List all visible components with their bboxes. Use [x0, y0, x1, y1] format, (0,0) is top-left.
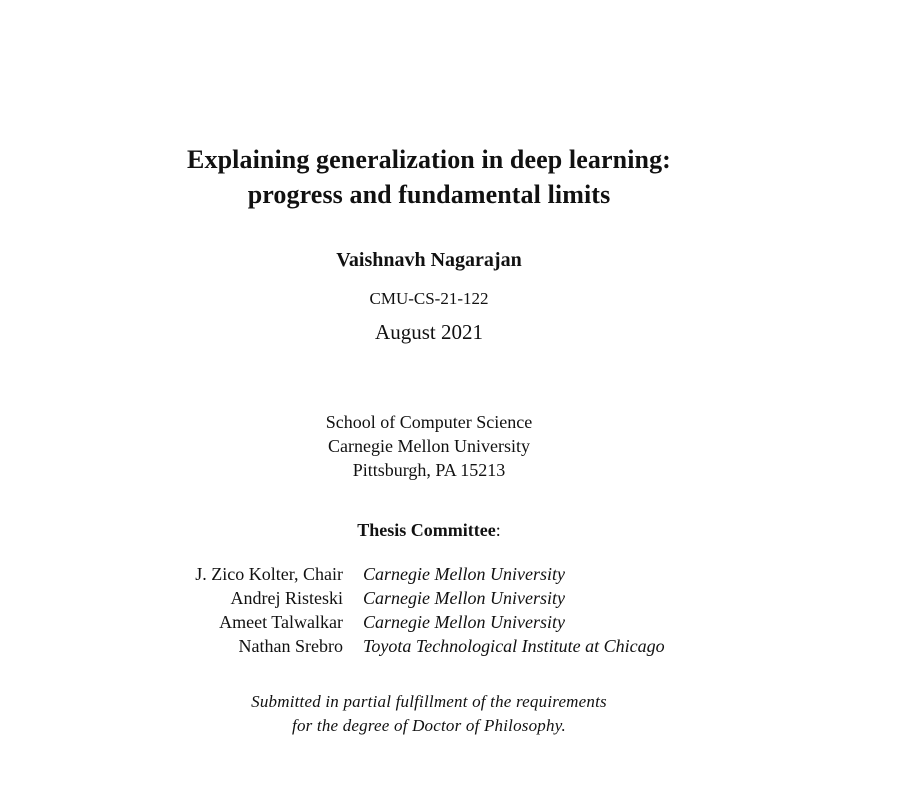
committee-member-name: Nathan Srebro	[238, 636, 343, 656]
thesis-title-line-1: Explaining generalization in deep learning:	[187, 145, 671, 174]
affiliation-address: Pittsburgh, PA 15213	[352, 460, 506, 480]
committee-member-name: Andrej Risteski	[230, 588, 343, 608]
committee-member	[0, 586, 900, 610]
committee-member-affiliation: Carnegie Mellon University	[363, 588, 565, 608]
committee-member-affiliation: Carnegie Mellon University	[363, 564, 565, 584]
thesis-title-line-2: progress and fundamental limits	[247, 180, 611, 209]
report-number: CMU-CS-21-122	[369, 289, 489, 308]
committee-heading-label: Thesis Committee	[357, 520, 496, 540]
publication-date: August 2021	[375, 320, 483, 344]
committee-member-affiliation: Carnegie Mellon University	[363, 612, 565, 632]
committee-heading-colon: :	[495, 520, 501, 540]
committee-heading	[0, 518, 858, 542]
degree-statement-line-1: Submitted in partial fulfillment of the requirements	[251, 692, 607, 711]
committee-member-name: Ameet Talwalkar	[219, 612, 343, 632]
committee-member-name: J. Zico Kolter, Chair	[195, 564, 343, 584]
affiliation-school: School of Computer Science	[325, 412, 533, 432]
committee-list	[0, 562, 900, 658]
committee-member	[0, 634, 900, 658]
committee-member	[0, 562, 900, 586]
author-name: Vaishnavh Nagarajan	[336, 249, 522, 271]
affiliation-university: Carnegie Mellon University	[328, 436, 530, 456]
degree-statement-line-2: for the degree of Doctor of Philosophy.	[292, 716, 566, 735]
committee-member	[0, 610, 900, 634]
committee-member-affiliation: Toyota Technological Institute at Chicago	[363, 636, 665, 656]
